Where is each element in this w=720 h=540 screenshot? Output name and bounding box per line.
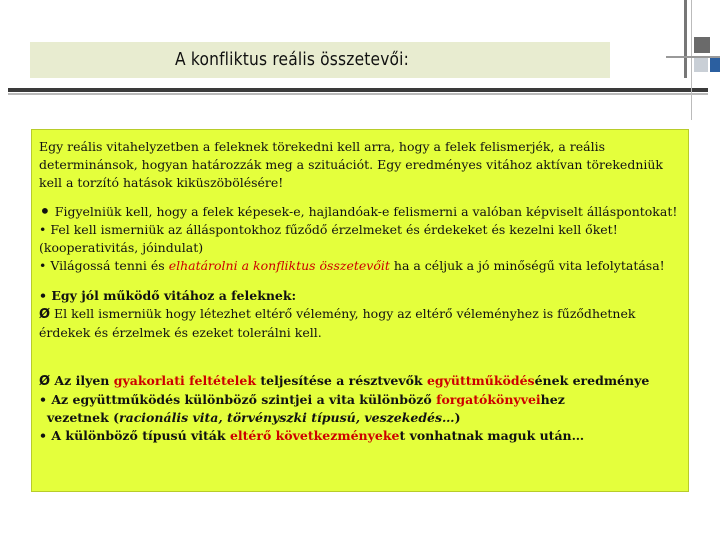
highlight-text: gyakorlati feltételek: [113, 373, 257, 388]
arrow-icon: Ø: [39, 307, 51, 322]
bullet-text: ha a céljuk a jó minőségű vita lefolytatása!: [393, 258, 665, 273]
bullet-icon: •: [39, 258, 47, 273]
highlight-text: eltérő következményeke: [229, 428, 400, 443]
bullet-text: Világossá tenni és: [50, 258, 165, 273]
text-run: vezetnek (: [47, 410, 120, 425]
bullet-item: [39, 199, 682, 223]
text-run: hez: [540, 392, 565, 407]
bullet-icon: •: [39, 428, 47, 443]
bullet-item: [39, 391, 682, 409]
italic-text: racionális vita, törvényszki típusú, veszekedés…: [119, 410, 455, 425]
bullet-icon: •: [39, 392, 47, 407]
text-run: Az ilyen: [54, 373, 110, 388]
decor-square-gray: [694, 37, 710, 53]
title-rule: [8, 88, 708, 92]
bullet-icon: •: [39, 222, 47, 237]
intro-paragraph: Egy reális vitahelyzetben a feleknek törekedni kell arra, hogy a felek felismerjék, a reális determinánsok, hogyan határozzák meg a szituációt. Egy eredményes vitához aktívan törekedniük kell a torzító hatások kiküszöbölésére!: [39, 139, 664, 190]
decor-line-vertical: [684, 0, 687, 78]
text-line: [39, 409, 682, 427]
bullet-icon: •: [39, 199, 51, 223]
bullet-item: [39, 427, 682, 445]
text-run: teljesítése a résztvevők: [260, 373, 423, 388]
bullet-heading: [39, 287, 682, 305]
arrow-item: [39, 372, 682, 391]
highlight-text: elhatárolni a konfliktus összetevőit: [168, 258, 390, 273]
arrow-text: El kell ismerniük hogy létezhet eltérő vélemény, hogy az eltérő véleményhez is fűződhetnek érdekek és érzelmek és ezeket tolerálni kell.: [39, 306, 636, 340]
text-run: ): [454, 410, 461, 425]
heading-text: Egy jól működő vitához a feleknek:: [51, 288, 297, 303]
arrow-icon: Ø: [39, 374, 51, 389]
decor-square-light: [694, 58, 708, 72]
bullet-text: Fel kell ismerniük az álláspontokhoz fűződő érzelmeket és érdekeket és kezelni kell őket! (kooperativitás, jóindulat): [39, 222, 618, 255]
bullet-icon: •: [39, 288, 47, 303]
text-run: Az együttműködés különböző szintjei a vita különböző: [51, 392, 432, 407]
bullet-item: [39, 221, 682, 257]
page-title: A konfliktus reális összetevői:: [175, 49, 410, 70]
decor-line-vertical-thin: [691, 0, 692, 120]
arrow-item: [39, 305, 682, 342]
title-rule-shadow: [8, 93, 708, 95]
decor-square-blue: [710, 58, 720, 72]
highlight-text: együttműködés: [426, 373, 535, 388]
bullet-text: Figyelniük kell, hogy a felek képesek-e, hajlandóak-e felismerni a valóban képviselt álláspontokat!: [54, 204, 678, 219]
content-box: [31, 129, 689, 492]
text-run: ének eredménye: [534, 373, 650, 388]
text-run: t vonhatnak maguk után…: [399, 428, 585, 443]
highlight-text: forgatókönyvei: [436, 392, 541, 407]
bullet-item: [39, 257, 682, 275]
text-run: A különböző típusú viták: [51, 428, 226, 443]
